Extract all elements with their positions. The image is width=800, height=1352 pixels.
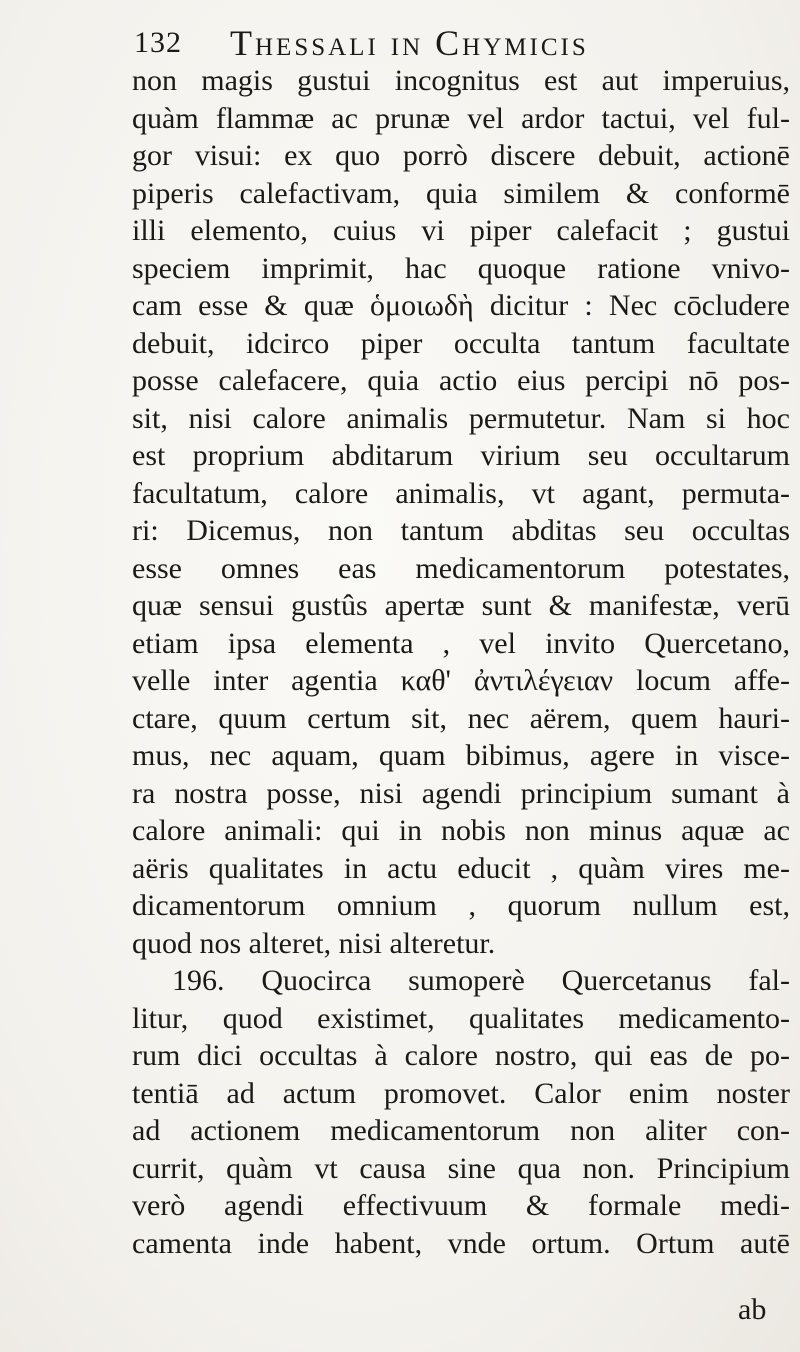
text-line: quod nos alteret, nisi alteretur. (132, 926, 496, 960)
text-line: posse calefacere, quia actio eius percipi nō pos- (132, 364, 790, 397)
text-line: etiam ipsa elementa , vel invito Quercetano, (132, 626, 790, 660)
catchword-row (0, 1293, 800, 1333)
text-line: facultatum, calore animalis, vt agant, permuta- (132, 476, 790, 510)
catchword: ab (738, 1293, 767, 1326)
text-line: illi elemento, cuius vi piper calefacit ; gustui (132, 214, 790, 247)
text-line: dicamentorum omnium , quorum nullum est, (132, 889, 790, 922)
text-line: sit, nisi calore animalis permutetur. Nam si hoc (132, 401, 790, 435)
text-line: rum dici occultas à calore nostro, qui eas de po- (132, 1039, 790, 1072)
text-line: ri: Dicemus, non tantum abditas seu occultas (132, 514, 790, 547)
text-line: ad actionem medicamentorum non aliter con- (132, 1114, 790, 1147)
text-line: ctare, quum certum sit, nec aërem, quem hauri- (132, 701, 790, 735)
text-line: aëris qualitates in actu educit , quàm vires me- (132, 851, 790, 885)
text-line: quæ sensui gustûs apertæ sunt & manifestæ, verū (132, 589, 790, 622)
text-line: verò agendi effectivuum & formale medi- (132, 1189, 790, 1222)
text-line: tentiā ad actum promovet. Calor enim noster (132, 1076, 790, 1110)
text-line: calore animali: qui in nobis non minus aquæ ac (132, 814, 790, 847)
text-line: currit, quàm vt causa sine qua non. Principium (132, 1151, 790, 1185)
text-line: ra nostra posse, nisi agendi principium sumant à (132, 776, 790, 810)
running-title: Thessali in Chymicis (230, 23, 589, 63)
body-text (132, 62, 790, 1262)
text-line: quàm flammæ ac prunæ vel ardor tactui, vel ful- (132, 101, 790, 135)
text-line: debuit, idcirco piper occulta tantum facultate (132, 326, 790, 360)
text-line: cam esse & quæ ὁμοιωδὴ dicitur : Nec cōcludere (132, 289, 790, 322)
page-number: 132 (134, 26, 182, 59)
text-line: piperis calefactivam, quia similem & conformē (132, 176, 790, 210)
text-line: gor visui: ex quo porrò discere debuit, actionē (132, 139, 790, 172)
text-line: est proprium abditarum virium seu occultarum (132, 439, 790, 472)
text-line: mus, nec aquam, quam bibimus, agere in visce- (132, 739, 790, 772)
text-line: non magis gustui incognitus est aut imperuius, (132, 64, 790, 97)
text-line: esse omnes eas medicamentorum potestates, (132, 551, 790, 585)
text-line: velle inter agentia καθ' ἀντιλέγειαν locum affe- (132, 664, 790, 697)
text-line: 196. Quocirca sumoperè Quercetanus fal- (172, 964, 790, 997)
text-line: litur, quod existimet, qualitates medicamento- (132, 1001, 790, 1035)
text-line: speciem imprimit, hac quoque ratione vnivo- (132, 251, 790, 285)
text-line: camenta inde habent, vnde ortum. Ortum autē (132, 1226, 790, 1260)
